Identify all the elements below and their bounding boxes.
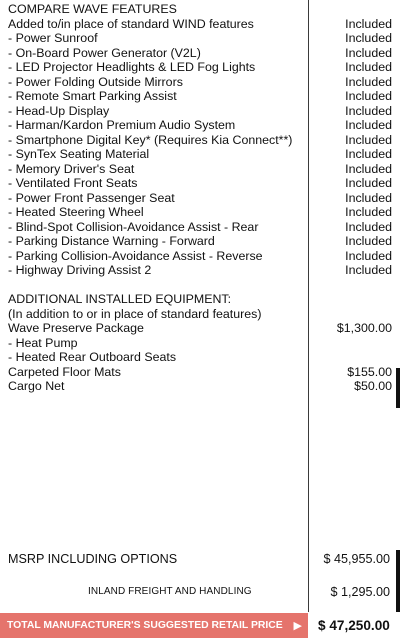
features-subheading-value: Included — [345, 16, 392, 31]
feature-item: - Head-Up Display — [8, 103, 110, 118]
extra-item-value: $50.00 — [354, 379, 392, 393]
extra-item: Cargo Net — [8, 379, 65, 393]
package-item-value — [309, 336, 392, 351]
arrow-right-icon: ▶ — [293, 620, 302, 632]
package-item-value — [309, 350, 392, 365]
feature-item-value: Included — [345, 234, 392, 248]
features-heading-value — [309, 2, 392, 17]
feature-item: - LED Projector Headlights & LED Fog Lights — [8, 60, 256, 74]
additional-heading-value — [309, 292, 392, 307]
total-value: $ 47,250.00 — [318, 618, 390, 633]
features-heading: COMPARE WAVE FEATURES — [8, 2, 177, 16]
feature-item-value: Included — [345, 161, 392, 176]
feature-item-value: Included — [345, 132, 392, 147]
total-price-bar — [0, 613, 308, 638]
msrp-label: MSRP INCLUDING OPTIONS — [8, 552, 178, 566]
total-value-box — [310, 613, 400, 638]
spacer — [309, 278, 392, 293]
feature-item: - Heated Steering Wheel — [8, 205, 144, 219]
feature-item-value: Included — [345, 118, 392, 132]
total-label: TOTAL MANUFACTURER'S SUGGESTED RETAIL PRICE — [7, 620, 283, 631]
additional-heading: ADDITIONAL INSTALLED EQUIPMENT: — [8, 292, 232, 306]
feature-item-value: Included — [345, 45, 392, 60]
price-column — [309, 2, 392, 394]
feature-item-value: Included — [345, 176, 392, 190]
feature-item-value: Included — [345, 60, 392, 74]
freight-value: $ 1,295.00 — [330, 585, 390, 599]
feature-item-value: Included — [345, 74, 392, 89]
package-item: - Heat Pump — [8, 335, 78, 350]
feature-item: - Ventilated Front Seats — [8, 176, 138, 190]
feature-item: - On-Board Power Generator (V2L) — [8, 45, 201, 60]
feature-item-value: Included — [345, 31, 392, 45]
feature-item: - Harman/Kardon Premium Audio System — [8, 118, 236, 132]
package-name-value: $1,300.00 — [336, 321, 392, 335]
features-subheading: Added to/in place of standard WIND features — [8, 16, 254, 31]
feature-item: - SynTex Seating Material — [8, 147, 150, 161]
additional-subheading: (In addition to or in place of standard features) — [8, 306, 262, 321]
feature-item: - Smartphone Digital Key* (Requires Kia Connect**) — [8, 132, 293, 147]
feature-item: - Parking Collision-Avoidance Assist - Reverse — [8, 248, 263, 263]
msrp-value: $ 45,955.00 — [323, 552, 390, 566]
feature-item: - Power Front Passenger Seat — [8, 190, 175, 205]
feature-item-value: Included — [345, 219, 392, 234]
feature-item-value: Included — [345, 190, 392, 205]
feature-item: - Memory Driver's Seat — [8, 161, 135, 176]
feature-item: - Power Folding Outside Mirrors — [8, 74, 183, 89]
edge-mark — [396, 368, 400, 408]
feature-item-value: Included — [345, 205, 392, 219]
feature-item-value: Included — [345, 263, 392, 277]
feature-item: - Power Sunroof — [8, 31, 98, 45]
extra-item: Carpeted Floor Mats — [8, 364, 121, 379]
additional-subheading-value — [309, 307, 392, 322]
description-column — [8, 2, 306, 394]
freight-row — [0, 585, 400, 601]
feature-item-value: Included — [345, 248, 392, 263]
msrp-row — [0, 552, 400, 568]
right-edge — [394, 0, 400, 638]
feature-item: - Blind-Spot Collision-Avoidance Assist - Rear — [8, 219, 259, 234]
feature-item-value: Included — [345, 89, 392, 103]
package-item: - Heated Rear Outboard Seats — [8, 350, 177, 364]
feature-item: - Remote Smart Parking Assist — [8, 89, 177, 103]
extra-item-value: $155.00 — [347, 364, 392, 379]
freight-label: INLAND FREIGHT AND HANDLING — [88, 586, 252, 597]
feature-item-value: Included — [345, 103, 392, 118]
package-name: Wave Preserve Package — [8, 321, 144, 335]
spacer — [8, 278, 306, 293]
feature-item: - Parking Distance Warning - Forward — [8, 234, 215, 248]
feature-item: - Highway Driving Assist 2 — [8, 263, 152, 277]
feature-item-value: Included — [345, 147, 392, 161]
